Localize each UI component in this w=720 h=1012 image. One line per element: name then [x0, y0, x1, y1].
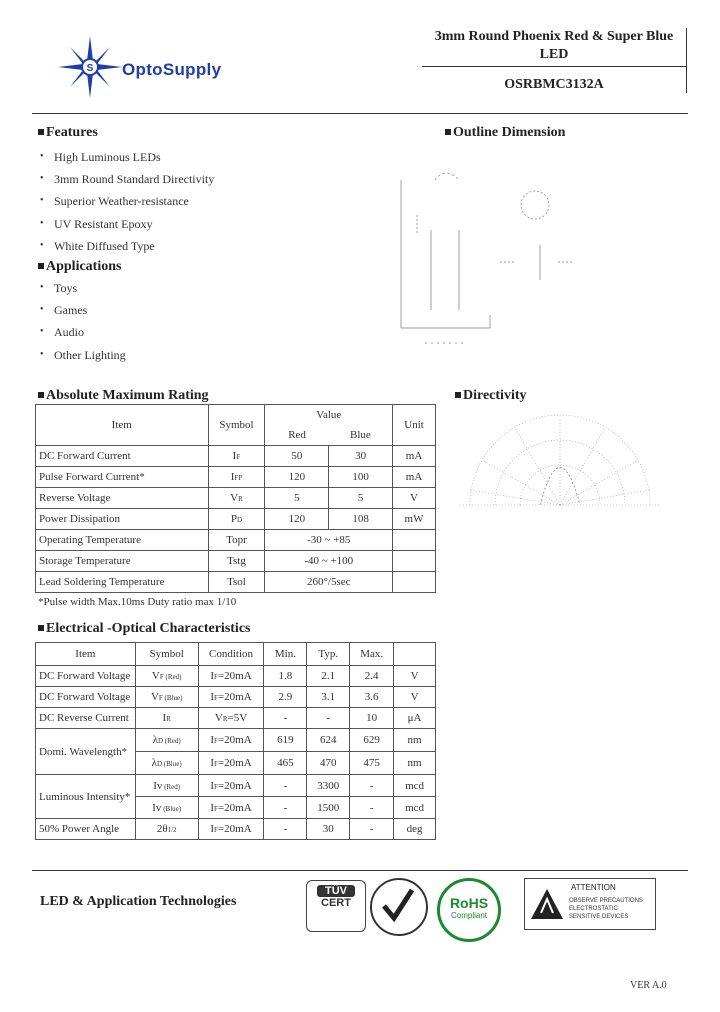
logo: [58, 36, 278, 96]
header-red: Red: [265, 425, 329, 446]
header-value: Value: [265, 405, 393, 426]
header-min: Min.: [264, 643, 307, 666]
tuv-logo: TÜV CERT: [306, 880, 366, 932]
table-row: λD (Blue) IF=20mA 465 470 475 nm: [36, 752, 436, 775]
table-row: Iv (Blue) IF=20mA - 1500 - mcd: [36, 797, 436, 819]
table-row: Storage Temperature Tstg -40 ~ +100: [36, 551, 436, 572]
logo-star-icon: [58, 36, 122, 98]
divider: [422, 66, 686, 67]
abs-max-heading: Absolute Maximum Rating: [38, 388, 209, 404]
company-tagline: LED & Application Technologies: [40, 894, 237, 909]
list-item: • Other Lighting: [40, 344, 126, 366]
list-item: • Toys: [40, 277, 126, 299]
table-row: Reverse Voltage VR 5 5 V: [36, 488, 436, 509]
table-row: DC Forward Voltage VF (Blue) IF=20mA 2.9 3.1 3.6 V: [36, 687, 436, 708]
list-item: • Games: [40, 299, 126, 321]
table-row: Domi. Wavelength* λD (Red) IF=20mA 619 624 629 nm: [36, 729, 436, 752]
table-row: 50% Power Angle 2θ1/2 IF=20mA - 30 - deg: [36, 819, 436, 840]
features-heading: Features: [38, 125, 98, 141]
version-label: VER A.0: [630, 980, 667, 991]
header-unit: Unit: [393, 405, 436, 446]
header-blue: Blue: [329, 425, 393, 446]
table-row: Lead Soldering Temperature Tsol 260°/5sec: [36, 572, 436, 593]
logo-text: OptoSupply: [122, 60, 222, 79]
footer-rule: [32, 870, 688, 871]
features-list: [40, 146, 214, 257]
table-row: Luminous Intensity* Iv (Red) IF=20mA - 3300 - mcd: [36, 775, 436, 797]
abs-max-note: *Pulse width Max.10ms Duty ratio max 1/10: [38, 596, 237, 608]
table-row: DC Reverse Current IR VR=5V - - 10 μA: [36, 708, 436, 729]
header-title-box: [422, 28, 686, 93]
table-row: Pulse Forward Current* IFP 120 100 mA: [36, 467, 436, 488]
applications-list: [40, 277, 126, 366]
outline-heading: Outline Dimension: [445, 125, 565, 141]
svg-text:S: S: [86, 63, 94, 74]
header-symbol: Symbol: [208, 405, 265, 446]
header-condition: Condition: [198, 643, 264, 666]
list-item: • Superior Weather-resistance: [40, 190, 214, 212]
list-item: • 3mm Round Standard Directivity: [40, 168, 214, 190]
header-max: Max.: [350, 643, 394, 666]
applications-heading: Applications: [38, 259, 121, 275]
part-number: OSRBMC3132A: [504, 77, 604, 92]
header-typ: Typ.: [307, 643, 350, 666]
header-rule: [32, 113, 688, 114]
abs-max-table: [35, 404, 436, 593]
directivity-heading: Directivity: [455, 388, 527, 404]
directivity-chart: [440, 410, 680, 510]
table-row: DC Forward Current IF 50 30 mA: [36, 446, 436, 467]
esd-attention-label: ATTENTION OBSERVE PRECAUTIONS ELECTROSTATIC SENSITIVE DEVICES: [524, 878, 656, 930]
product-title-line1: 3mm Round Phoenix Red & Super Blue: [434, 29, 674, 44]
list-item: • White Diffused Type: [40, 235, 214, 257]
quality-seal-icon: [370, 878, 428, 936]
table-row: Operating Temperature Topr -30 ~ +85: [36, 530, 436, 551]
header-symbol: Symbol: [135, 643, 198, 666]
table-row: DC Forward Voltage VF (Red) IF=20mA 1.8 2.1 2.4 V: [36, 666, 436, 687]
esd-warning-icon: [529, 887, 565, 923]
list-item: • Audio: [40, 321, 126, 343]
checkmark-icon: [370, 878, 424, 932]
rohs-badge: RoHS Compliant: [437, 878, 501, 942]
list-item: • UV Resistant Epoxy: [40, 213, 214, 235]
electro-table: [35, 642, 436, 840]
header-item: Item: [36, 405, 209, 446]
outline-drawing: [395, 160, 595, 350]
header-item: Item: [36, 643, 136, 666]
electro-heading: Electrical -Optical Characteristics: [38, 621, 250, 637]
product-title-line2: LED: [539, 47, 569, 62]
list-item: • High Luminous LEDs: [40, 146, 214, 168]
table-row: Power Dissipation PD 120 108 mW: [36, 509, 436, 530]
divider: [686, 28, 687, 93]
